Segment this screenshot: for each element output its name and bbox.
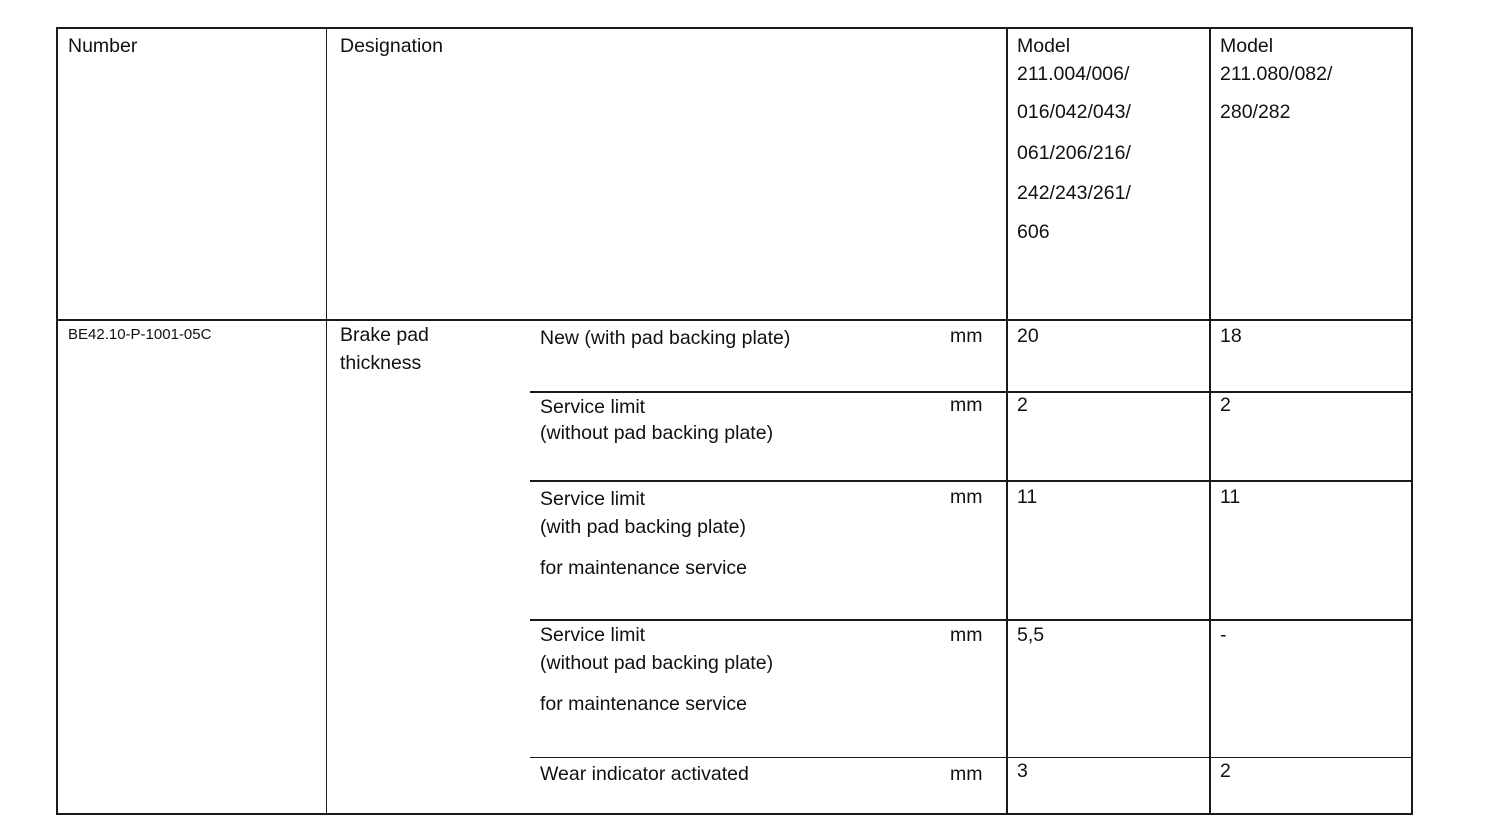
row-unit: mm xyxy=(950,486,983,508)
header-model-b-line: Model xyxy=(1220,35,1274,57)
row-label: Service limit xyxy=(540,624,646,646)
row-label: for maintenance service xyxy=(540,693,748,715)
header-number: Number xyxy=(68,35,138,57)
header-designation: Designation xyxy=(340,35,443,57)
row-divider xyxy=(530,757,1413,758)
header-model-a-line: 606 xyxy=(1017,221,1050,243)
designation-line: thickness xyxy=(340,352,422,374)
header-model-a-line: Model xyxy=(1017,35,1071,57)
header-model-a-line: 242/243/261/ xyxy=(1017,182,1131,204)
row-unit: mm xyxy=(950,325,983,347)
column-divider xyxy=(1006,27,1008,815)
header-model-a-line: 016/042/043/ xyxy=(1017,101,1131,123)
row-value-model-a: 5,5 xyxy=(1017,624,1045,646)
row-value-model-a: 2 xyxy=(1017,394,1028,416)
row-divider xyxy=(530,391,1413,393)
row-value-model-a: 20 xyxy=(1017,325,1039,347)
row-value-model-b: 2 xyxy=(1220,760,1231,782)
row-value-model-a: 3 xyxy=(1017,760,1028,782)
row-label: Service limit xyxy=(540,396,646,418)
row-label: for maintenance service xyxy=(540,557,748,579)
row-label: Wear indicator activated xyxy=(540,763,749,785)
row-value-model-b: 2 xyxy=(1220,394,1231,416)
header-model-b-line: 211.080/082/ xyxy=(1220,63,1333,85)
row-divider xyxy=(530,619,1413,621)
header-divider xyxy=(56,319,1413,321)
row-label: New (with pad backing plate) xyxy=(540,327,791,349)
row-unit: mm xyxy=(950,763,983,785)
table-border-left xyxy=(56,27,58,815)
header-model-b-line: 280/282 xyxy=(1220,101,1291,123)
designation-line: Brake pad xyxy=(340,324,429,346)
part-number: BE42.10-P-1001-05C xyxy=(68,326,212,343)
header-model-a-line: 061/206/216/ xyxy=(1017,142,1131,164)
row-unit: mm xyxy=(950,624,983,646)
row-unit: mm xyxy=(950,394,983,416)
row-label: (without pad backing plate) xyxy=(540,652,774,674)
row-label: Service limit xyxy=(540,488,646,510)
row-value-model-a: 11 xyxy=(1017,486,1038,508)
column-divider xyxy=(1209,27,1211,815)
table-border-right xyxy=(1411,27,1413,815)
row-divider xyxy=(530,480,1413,482)
header-model-a-line: 211.004/006/ xyxy=(1017,63,1130,85)
row-value-model-b: 11 xyxy=(1220,486,1241,508)
column-divider xyxy=(326,27,327,815)
row-value-model-b: - xyxy=(1220,624,1227,646)
row-value-model-b: 18 xyxy=(1220,325,1242,347)
row-label: (with pad backing plate) xyxy=(540,516,746,538)
row-label: (without pad backing plate) xyxy=(540,422,774,444)
